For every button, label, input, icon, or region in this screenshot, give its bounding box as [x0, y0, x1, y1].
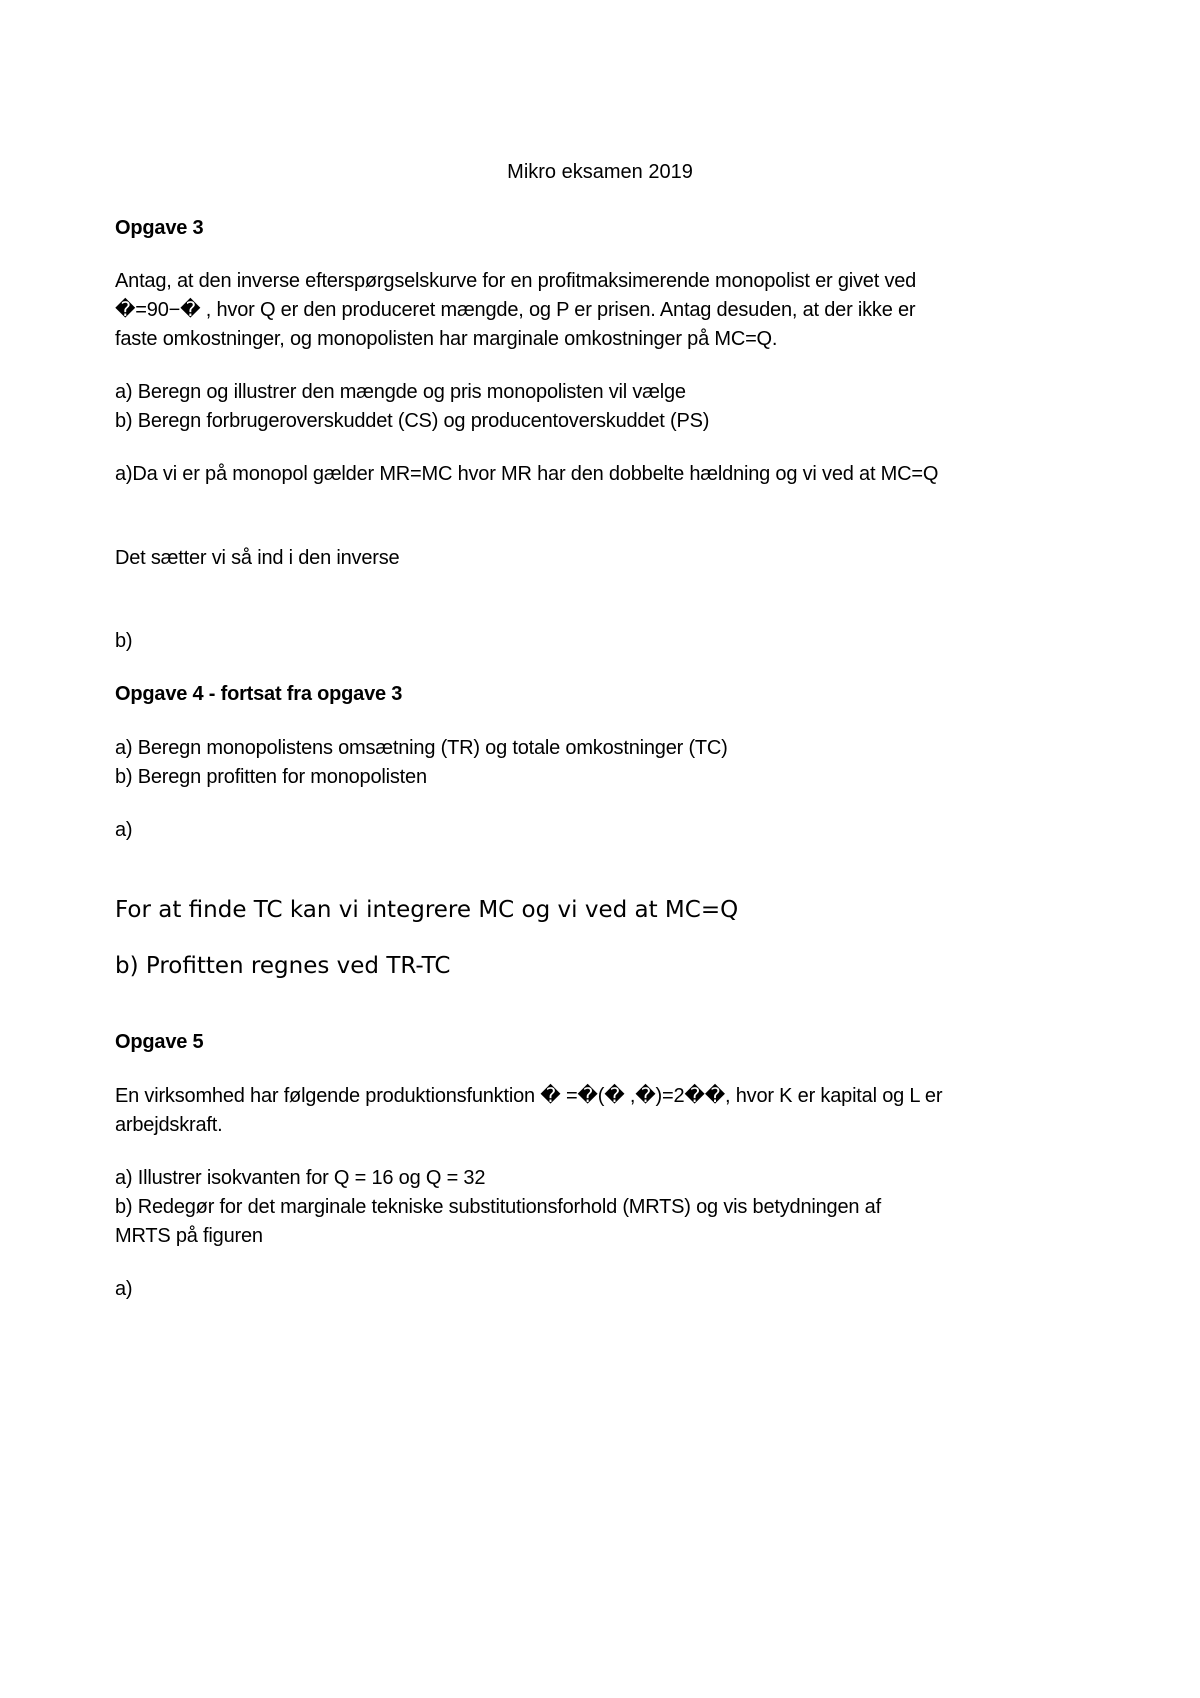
- document-title: Mikro eksamen 2019: [507, 161, 693, 183]
- opgave5-question-a: a) Illustrer isokvanten for Q = 16 og Q = 32: [115, 1167, 486, 1189]
- opgave3-answer-a-cont: Det sætter vi så ind i den inverse: [115, 547, 400, 569]
- opgave5-answer-a: a): [115, 1278, 133, 1300]
- opgave4-heading: Opgave 4 - fortsat fra opgave 3: [115, 683, 403, 705]
- opgave3-heading: Opgave 3: [115, 217, 204, 239]
- opgave5-question-b-line2: MRTS på figuren: [115, 1225, 263, 1247]
- opgave4-question-a: a) Beregn monopolistens omsætning (TR) og totale omkostninger (TC): [115, 737, 728, 759]
- opgave5-intro-line1: En virksomhed har følgende produktionsfunktion � =�(� ,�)=2��, hvor K er kapital og L er: [115, 1085, 943, 1107]
- opgave5-intro-line2: arbejdskraft.: [115, 1114, 223, 1136]
- opgave5-heading: Opgave 5: [115, 1031, 204, 1053]
- opgave4-answer-b: b) Profitten regnes ved TR-TC: [115, 953, 451, 979]
- opgave3-intro-line2: �=90−� , hvor Q er den produceret mængde, og P er prisen. Antag desuden, at der ikke er: [115, 299, 916, 321]
- opgave4-answer-tc: For at finde TC kan vi integrere MC og vi ved at MC=Q: [115, 897, 739, 923]
- opgave4-question-b: b) Beregn profitten for monopolisten: [115, 766, 427, 788]
- opgave4-answer-a: a): [115, 819, 133, 841]
- opgave3-question-b: b) Beregn forbrugeroverskuddet (CS) og producentoverskuddet (PS): [115, 410, 710, 432]
- opgave3-intro-line1: Antag, at den inverse efterspørgselskurve for en profitmaksimerende monopolist er givet ved: [115, 270, 917, 292]
- opgave3-answer-b: b): [115, 630, 133, 652]
- opgave3-answer-a: a)Da vi er på monopol gælder MR=MC hvor MR har den dobbelte hældning og vi ved at MC=Q: [115, 463, 939, 485]
- opgave3-question-a: a) Beregn og illustrer den mængde og pris monopolisten vil vælge: [115, 381, 686, 403]
- opgave5-question-b-line1: b) Redegør for det marginale tekniske substitutionsforhold (MRTS) og vis betydningen af: [115, 1196, 881, 1218]
- opgave3-intro-line3: faste omkostninger, og monopolisten har marginale omkostninger på MC=Q.: [115, 328, 778, 350]
